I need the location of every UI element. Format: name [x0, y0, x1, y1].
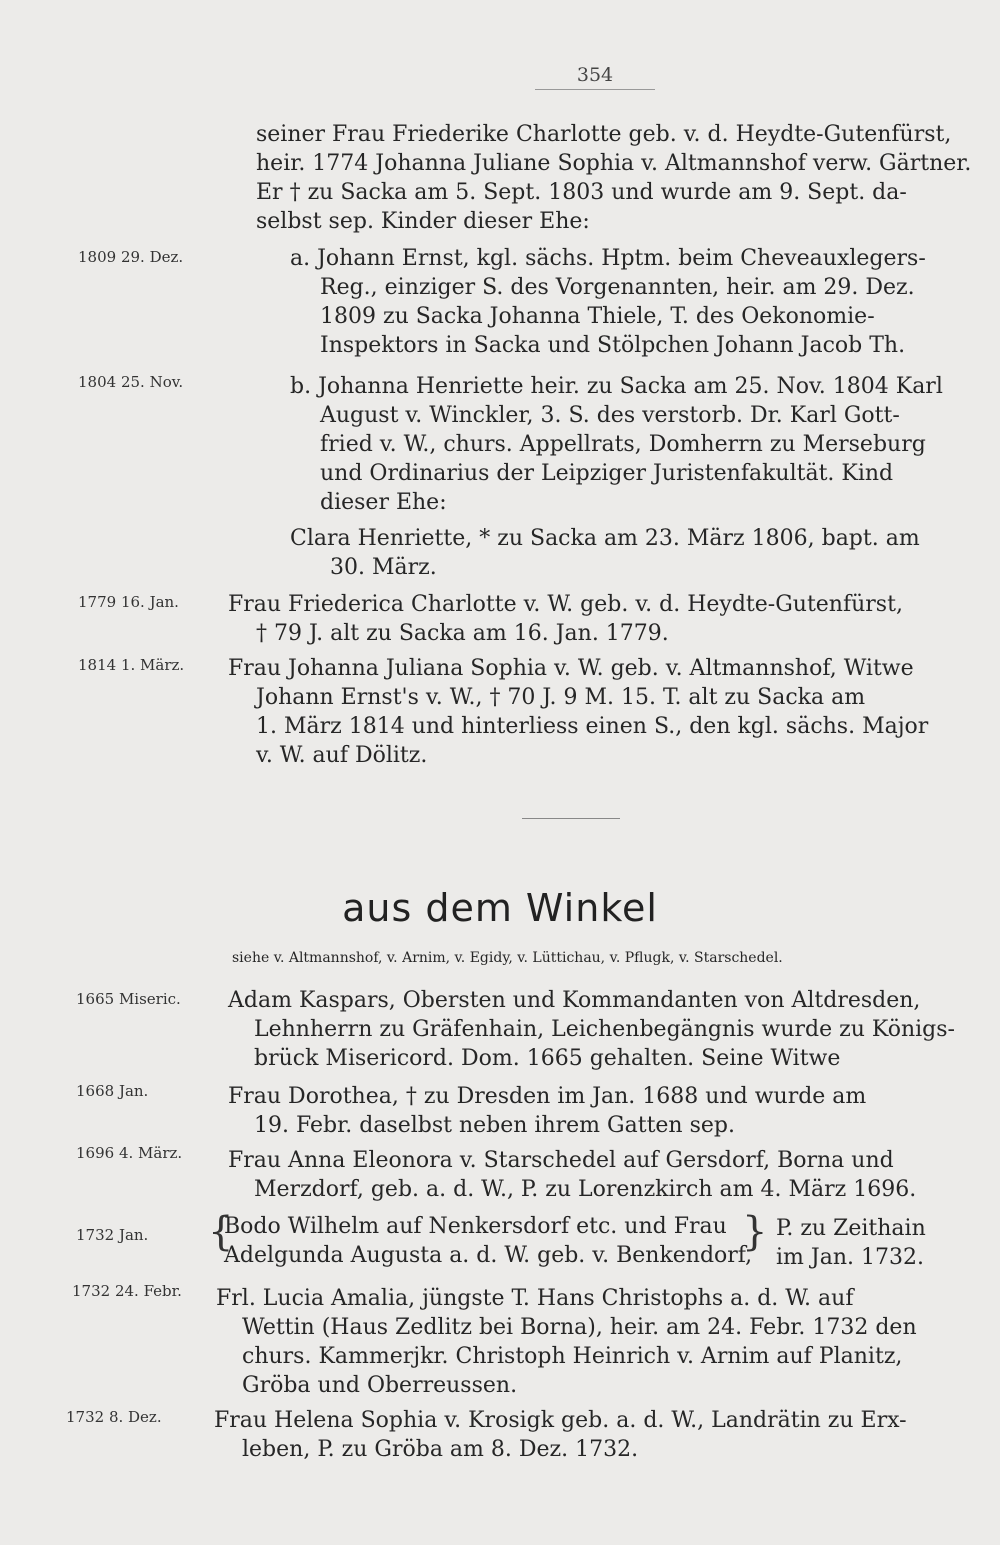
text-line: leben, P. zu Gröba am 8. Dez. 1732. [242, 1437, 639, 1462]
text-line: 1809 zu Sacka Johanna Thiele, T. des Oekonomie- [320, 304, 875, 329]
entry-text [290, 244, 955, 360]
left-brace: { [208, 1209, 234, 1255]
text-line: seiner Frau Friederike Charlotte geb. v. d. Heydte-Gutenfürst, [256, 122, 952, 147]
text-line: Bodo Wilhelm auf Nenkersdorf etc. und Frau [224, 1214, 727, 1239]
text-line: August v. Winckler, 3. S. des verstorb. Dr. Karl Gott- [320, 403, 900, 428]
text-line: Inspektors in Sacka und Stölpchen Johann Jacob Th. [320, 333, 906, 358]
text-line: Frau Friederica Charlotte v. W. geb. v. d. Heydte-Gutenfürst, [228, 592, 903, 617]
text-line: P. zu Zeithain [776, 1216, 926, 1241]
entry-date: 1809 29. Dez. [78, 248, 184, 266]
text-line: im Jan. 1732. [776, 1245, 924, 1270]
entry-text [228, 654, 953, 770]
entry-text [228, 986, 953, 1073]
text-line: v. W. auf Dölitz. [256, 743, 428, 768]
entry-date: 1779 16. Jan. [78, 593, 179, 611]
page-number: 354 [535, 64, 655, 90]
section-references: siehe v. Altmannshof, v. Arnim, v. Egidy, v. Lüttichau, v. Pflugk, v. Starschedel. [232, 950, 783, 966]
entry-text [228, 1146, 953, 1204]
entry-date: 1732 24. Febr. [72, 1282, 182, 1300]
text-line: a. Johann Ernst, kgl. sächs. Hptm. beim Cheveauxlegers- [290, 246, 926, 271]
entry-text [224, 1212, 754, 1270]
text-line: b. Johanna Henriette heir. zu Sacka am 25. Nov. 1804 Karl [290, 374, 943, 399]
text-line: Lehnherrn zu Gräfenhain, Leichenbegängnis wurde zu Königs- [254, 1017, 955, 1042]
entry-text [216, 1284, 941, 1400]
entry-date: 1732 8. Dez. [66, 1408, 162, 1426]
text-line: 1. März 1814 und hinterliess einen S., den kgl. sächs. Major [256, 714, 929, 739]
text-line: Wettin (Haus Zedlitz bei Borna), heir. am 24. Febr. 1732 den [242, 1315, 917, 1340]
entry-text [290, 372, 955, 517]
text-line: Frau Helena Sophia v. Krosigk geb. a. d. W., Landrätin zu Erx- [214, 1408, 907, 1433]
entry-date: 1665 Miseric. [76, 990, 181, 1008]
text-line: † 79 J. alt zu Sacka am 16. Jan. 1779. [256, 621, 669, 646]
text-line: Frau Dorothea, † zu Dresden im Jan. 1688 und wurde am [228, 1084, 867, 1109]
text-line: selbst sep. Kinder dieser Ehe: [256, 209, 590, 234]
entry-text [290, 524, 955, 582]
text-line: churs. Kammerjkr. Christoph Heinrich v. Arnim auf Planitz, [242, 1344, 903, 1369]
section-divider [522, 818, 620, 819]
right-brace: } [742, 1209, 768, 1255]
entry-date: 1668 Jan. [76, 1082, 149, 1100]
text-line: Johann Ernst's v. W., † 70 J. 9 M. 15. T. alt zu Sacka am [256, 685, 866, 710]
text-line: Reg., einziger S. des Vorgenannten, heir. am 29. Dez. [320, 275, 915, 300]
text-line: fried v. W., churs. Appellrats, Domherrn zu Merseburg [320, 432, 926, 457]
section-title: aus dem Winkel [342, 886, 658, 930]
text-line: Gröba und Oberreussen. [242, 1373, 518, 1398]
entry-date: 1696 4. März. [76, 1144, 183, 1162]
text-line: Merzdorf, geb. a. d. W., P. zu Lorenzkirch am 4. März 1696. [254, 1177, 917, 1202]
text-line: heir. 1774 Johanna Juliane Sophia v. Altmannshof verw. Gärtner. [256, 151, 972, 176]
text-line: Adam Kaspars, Obersten und Kommandanten von Altdresden, [228, 988, 921, 1013]
text-line: brück Misericord. Dom. 1665 gehalten. Seine Witwe [254, 1046, 841, 1071]
entry-side-text [776, 1214, 956, 1272]
entry-text [228, 590, 953, 648]
entry-text [214, 1406, 939, 1464]
intro-paragraph [256, 120, 972, 236]
text-line: Frau Anna Eleonora v. Starschedel auf Gersdorf, Borna und [228, 1148, 894, 1173]
entry-text [228, 1082, 953, 1140]
entry-date: 1814 1. März. [78, 656, 185, 674]
text-line: Er † zu Sacka am 5. Sept. 1803 und wurde am 9. Sept. da- [256, 180, 907, 205]
entry-date: 1804 25. Nov. [78, 373, 184, 391]
entry-date: 1732 Jan. [76, 1226, 149, 1244]
text-line: Clara Henriette, * zu Sacka am 23. März 1806, bapt. am [290, 526, 920, 551]
text-line: und Ordinarius der Leipziger Juristenfakultät. Kind [320, 461, 894, 486]
text-line: Adelgunda Augusta a. d. W. geb. v. Benkendorf, [224, 1243, 753, 1268]
text-line: dieser Ehe: [320, 490, 447, 515]
text-line: Frau Johanna Juliana Sophia v. W. geb. v. Altmannshof, Witwe [228, 656, 914, 681]
text-line: 19. Febr. daselbst neben ihrem Gatten sep. [254, 1113, 735, 1138]
text-line: Frl. Lucia Amalia, jüngste T. Hans Christophs a. d. W. auf [216, 1286, 854, 1311]
text-line: 30. März. [330, 555, 437, 580]
